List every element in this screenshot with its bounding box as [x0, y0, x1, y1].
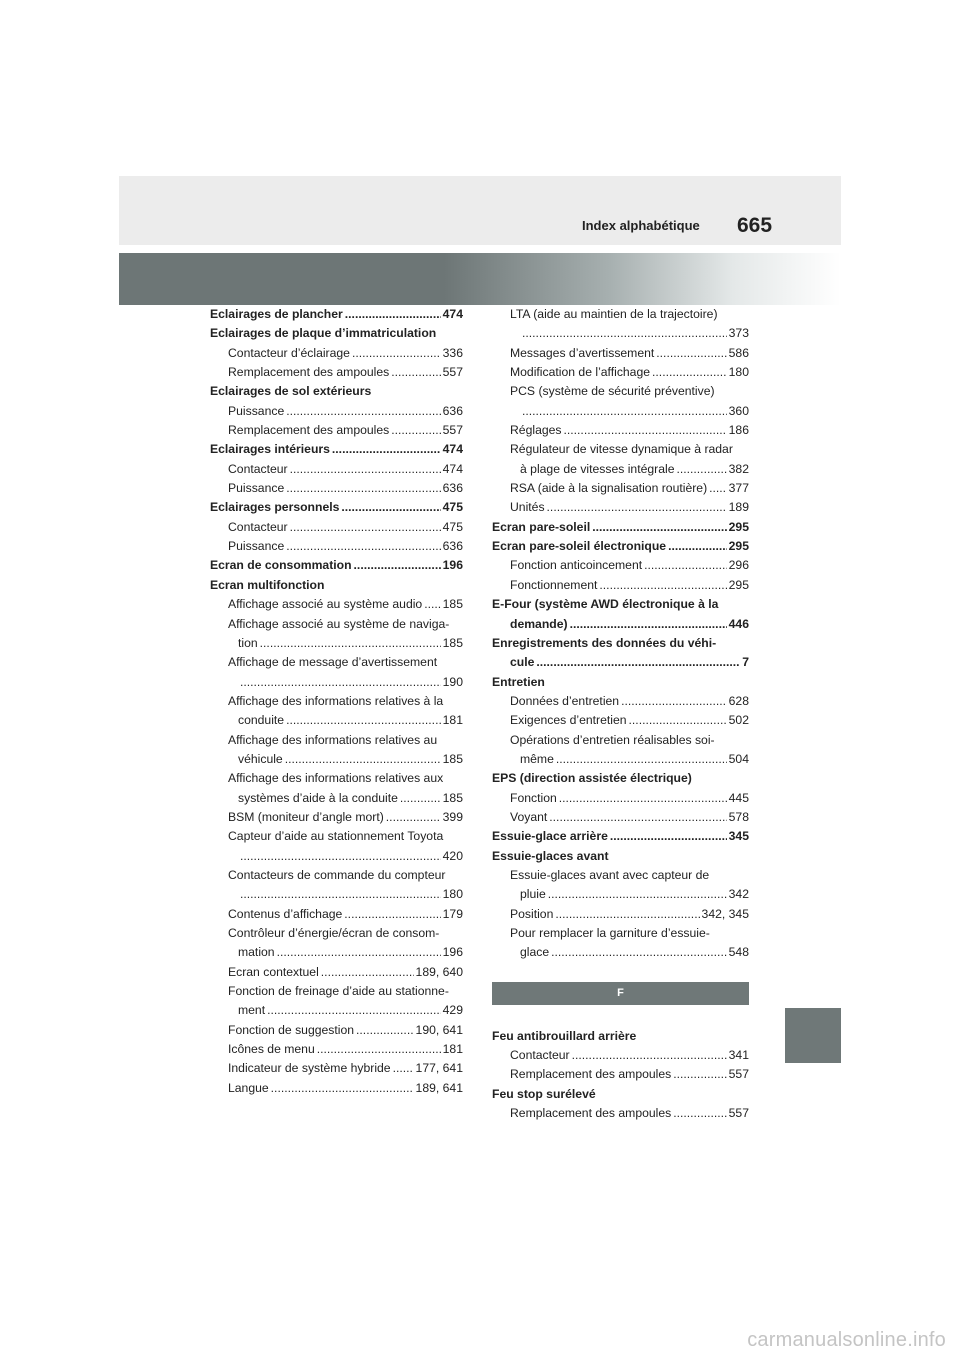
dot-leader: [673, 1065, 726, 1084]
dot-leader: [559, 789, 727, 808]
dot-leader: [629, 711, 727, 730]
dot-leader: [570, 615, 727, 634]
index-entry: [210, 1001, 463, 1020]
dot-leader: [271, 1079, 414, 1098]
index-entry: [492, 885, 749, 904]
index-heading-line: Ecran multifonction: [210, 577, 325, 592]
index-heading-line: Affichage associé au système de naviga-: [228, 616, 450, 631]
index-entry-label: Langue: [228, 1080, 269, 1095]
index-heading-line: Opérations d’entretien réalisables soi-: [510, 732, 715, 747]
index-entry-label: Données d’entretien: [510, 693, 620, 708]
index-entry-label: Affichage associé au système audio: [228, 597, 423, 612]
index-entry-page: 181: [442, 713, 463, 728]
index-entry: [492, 615, 749, 634]
dot-leader: [673, 1104, 726, 1123]
dot-leader: [286, 537, 440, 556]
letter-divider: [492, 982, 749, 1005]
index-entry: [492, 1104, 749, 1123]
index-heading-line: Eclairages de sol extérieurs: [210, 384, 372, 399]
index-entry-label: ment: [238, 1003, 266, 1018]
index-entry-label: Unités: [510, 500, 545, 515]
index-heading-line: LTA (aide au maintien de la trajectoire): [510, 307, 718, 321]
index-entry-page: 382: [728, 461, 749, 476]
index-entry-label: cule: [510, 655, 535, 670]
index-entry: [492, 750, 749, 769]
index-heading-line: Pour remplacer la garniture d’essuie-: [510, 926, 710, 940]
index-entry-label: Ecran contextuel: [228, 964, 319, 979]
index-entry: [492, 905, 749, 924]
index-entry-page: 295: [728, 519, 749, 534]
index-entry-label: Fonctionnement: [510, 577, 598, 592]
dot-leader: [592, 518, 726, 537]
index-entry-label: Puissance: [228, 481, 285, 496]
index-entry: [210, 1059, 463, 1078]
index-entry-page: 399: [442, 809, 463, 824]
index-entry-label: mation: [238, 945, 275, 960]
index-entry-page: 189, 641: [415, 1080, 463, 1095]
index-entry-page: 586: [728, 345, 749, 360]
index-entry: [210, 305, 463, 324]
index-entry-label: Remplacement des ampoules: [510, 1067, 672, 1082]
index-heading-line: Régulateur de vitesse dynamique à radar: [510, 442, 733, 457]
index-entry-page: 186: [728, 423, 749, 438]
index-entry-page: 196: [442, 945, 463, 960]
index-entry-page: 578: [728, 809, 749, 824]
dot-leader: [321, 963, 414, 982]
index-entry-label: Contacteur d’éclairage: [228, 345, 350, 360]
letter-divider-label: F: [617, 986, 624, 999]
index-entry-page: 445: [728, 790, 749, 805]
index-entry: [210, 556, 463, 575]
dot-leader: [652, 363, 727, 382]
index-entry-label: même: [520, 751, 554, 766]
index-heading-line: Feu antibrouillard arrière: [492, 1028, 637, 1043]
index-entry: [210, 905, 463, 924]
dot-leader: [317, 1040, 441, 1059]
dot-leader: [621, 692, 727, 711]
dot-leader: [656, 344, 726, 363]
dot-leader: [341, 498, 440, 517]
dot-leader: [709, 479, 727, 498]
index-entry: [492, 518, 749, 537]
index-entry-page: 295: [728, 539, 749, 554]
dot-leader: [644, 556, 727, 575]
dot-leader: [277, 943, 441, 962]
index-entry: [492, 344, 749, 363]
index-entry: [210, 498, 463, 517]
index-heading-line: E-Four (système AWD électronique à la: [492, 597, 719, 612]
index-entry: [210, 537, 463, 556]
index-entry-label: Messages d’avertissement: [510, 345, 655, 360]
index-entry: [210, 1021, 463, 1040]
index-entry-label: Ecran de consommation: [210, 558, 352, 573]
dot-leader: [260, 634, 441, 653]
index-entry: [210, 460, 463, 479]
index-entry: [210, 963, 463, 982]
index-entry-label: Réglages: [510, 423, 562, 438]
index-entry: [492, 537, 749, 556]
dot-leader: [610, 827, 727, 846]
dot-leader: [356, 1021, 414, 1040]
index-heading-line: Essuie-glaces avant: [492, 848, 609, 863]
index-column-right: [492, 305, 749, 1123]
index-entry-label: conduite: [238, 713, 285, 728]
index-entry: [492, 808, 749, 827]
index-entry: [210, 402, 463, 421]
index-column-left: [210, 305, 463, 1098]
index-entry-page: 341: [728, 1048, 749, 1063]
index-entry-label: Icônes de menu: [228, 1042, 315, 1057]
index-entry-label: Indicateur de système hybride: [228, 1061, 391, 1076]
index-entry-label: Remplacement des ampoules: [228, 365, 390, 380]
index-heading-line: Affichage des informations relatives au: [228, 732, 438, 747]
index-entry-page: 557: [442, 423, 463, 438]
dot-leader: [676, 460, 726, 479]
index-entry: [492, 789, 749, 808]
index-entry: [210, 711, 463, 730]
index-entry-label: systèmes d’aide à la conduite: [238, 790, 398, 805]
index-entry-page: 181: [442, 1042, 463, 1057]
dot-leader: [555, 905, 699, 924]
index-entry-page: 189: [728, 500, 749, 515]
dot-leader: [240, 885, 441, 904]
index-entry: [492, 556, 749, 575]
dot-leader: [556, 750, 727, 769]
index-entry: [210, 789, 463, 808]
dot-leader: [522, 324, 727, 343]
dot-leader: [332, 440, 441, 459]
index-heading-line: Entretien: [492, 674, 545, 689]
dot-leader: [549, 808, 726, 827]
index-entry-label: Contacteur: [510, 1048, 570, 1063]
index-entry: [210, 1079, 463, 1098]
index-entry: [492, 827, 749, 846]
index-entry-page: 177, 641: [415, 1061, 463, 1076]
index-entry-page: 636: [442, 403, 463, 418]
dot-leader: [548, 885, 727, 904]
index-entry-page: 474: [442, 461, 463, 476]
index-entry-page: 548: [728, 945, 749, 960]
index-heading-line: Capteur d’aide au stationnement Toyota: [228, 829, 444, 844]
header-band: [119, 176, 841, 245]
index-entry-label: à plage de vitesses intégrale: [520, 461, 675, 476]
index-entry-page: 342, 345: [701, 906, 749, 921]
dot-leader: [393, 1059, 414, 1078]
index-entry-page: 420: [442, 848, 463, 863]
index-entry: [492, 653, 749, 672]
index-entry: [492, 692, 749, 711]
index-heading-line: Essuie-glaces avant avec capteur de: [510, 867, 710, 882]
index-entry-page: 557: [728, 1067, 749, 1082]
chapter-side-tab: [785, 1008, 841, 1063]
dot-leader: [352, 344, 441, 363]
index-entry: [210, 808, 463, 827]
index-entry-page: 190, 641: [415, 1022, 463, 1037]
index-entry-label: Essuie-glace arrière: [492, 829, 608, 844]
dot-leader: [564, 421, 727, 440]
index-entry-page: 179: [442, 906, 463, 921]
index-entry-label: Eclairages de plancher: [210, 307, 343, 321]
index-entry-label: Exigences d’entretien: [510, 713, 627, 728]
index-entry: [492, 479, 749, 498]
dot-leader: [286, 479, 440, 498]
index-entry-label: Fonction: [510, 790, 557, 805]
index-entry-page: 295: [728, 577, 749, 592]
index-entry: [210, 634, 463, 653]
index-entry-label: Ecran pare-soleil électronique: [492, 539, 667, 554]
index-heading-line: Fonction de freinage d’aide au stationne-: [228, 984, 449, 999]
index-entry: [210, 885, 463, 904]
dot-leader: [290, 518, 441, 537]
index-entry: [492, 402, 749, 421]
index-entry: [492, 576, 749, 595]
index-entry: [492, 1046, 749, 1065]
index-entry-label: Fonction de suggestion: [228, 1022, 355, 1037]
index-entry-label: Contacteur: [228, 461, 288, 476]
index-entry: [492, 711, 749, 730]
index-entry-page: 636: [442, 539, 463, 554]
index-entry-page: 336: [442, 345, 463, 360]
index-entry-page: 296: [728, 558, 749, 573]
index-entry: [210, 1040, 463, 1059]
index-entry-page: 373: [728, 326, 749, 341]
dot-leader: [391, 363, 440, 382]
dot-leader: [522, 402, 727, 421]
dot-leader: [240, 673, 441, 692]
index-entry-page: 502: [728, 713, 749, 728]
dot-leader: [344, 905, 440, 924]
index-entry-page: 377: [728, 481, 749, 496]
index-entry-label: Voyant: [510, 809, 548, 824]
index-entry-page: 7: [742, 655, 749, 670]
dot-leader: [400, 789, 441, 808]
index-entry-label: demande): [510, 616, 568, 631]
index-entry-page: 180: [728, 365, 749, 380]
index-entry-label: Modification de l’affichage: [510, 365, 651, 380]
index-entry: [492, 943, 749, 962]
page-number: 665: [737, 214, 773, 237]
decorative-gradient-band: [119, 253, 841, 305]
index-heading-line: EPS (direction assistée électrique): [492, 771, 692, 786]
index-heading-line: Affichage des informations relatives aux: [228, 771, 444, 786]
index-entry-label: Puissance: [228, 403, 285, 418]
dot-leader: [391, 421, 440, 440]
index-entry-label: Remplacement des ampoules: [510, 1106, 672, 1121]
dot-leader: [267, 1001, 441, 1020]
index-entry: [210, 595, 463, 614]
index-entry-page: 504: [728, 751, 749, 766]
index-entry-label: Eclairages intérieurs: [210, 442, 330, 457]
index-entry-page: 636: [442, 481, 463, 496]
index-entry-page: 185: [442, 635, 463, 650]
dot-leader: [572, 1046, 727, 1065]
dot-leader: [599, 576, 726, 595]
index-entry-page: 185: [442, 751, 463, 766]
index-entry: [210, 344, 463, 363]
index-entry-page: 429: [442, 1003, 463, 1018]
dot-leader: [345, 305, 441, 324]
index-entry-page: 474: [442, 307, 463, 321]
index-entry-label: Contacteur: [228, 519, 288, 534]
index-entry-label: Contenus d’affichage: [228, 906, 343, 921]
index-entry-page: 345: [728, 829, 749, 844]
index-entry-page: 185: [442, 790, 463, 805]
index-entry-page: 557: [442, 365, 463, 380]
dot-leader: [386, 808, 441, 827]
index-heading-line: PCS (système de sécurité préventive): [510, 384, 715, 399]
index-entry-label: tion: [238, 635, 258, 650]
index-entry-page: 185: [442, 597, 463, 612]
index-heading-line: Feu stop surélevé: [492, 1086, 596, 1101]
watermark: carmanualsonline.info: [747, 1329, 946, 1351]
index-entry-page: 557: [728, 1106, 749, 1121]
index-entry: [210, 750, 463, 769]
index-entry-page: 196: [442, 558, 463, 573]
index-entry-page: 475: [442, 500, 463, 515]
index-entry-label: RSA (aide à la signalisation routière): [510, 481, 708, 496]
index-heading-line: Affichage des informations relatives à la: [228, 693, 444, 708]
index-entry-page: 628: [728, 693, 749, 708]
index-entry: [210, 847, 463, 866]
index-entry-label: glace: [520, 945, 550, 960]
index-entry-label: Position: [510, 906, 554, 921]
index-entry: [210, 943, 463, 962]
dot-leader: [286, 711, 441, 730]
index-entry-label: véhicule: [238, 751, 283, 766]
dot-leader: [536, 653, 740, 672]
index-entry: [210, 518, 463, 537]
index-entry: [492, 363, 749, 382]
dot-leader: [547, 498, 727, 517]
index-entry-label: BSM (moniteur d’angle mort): [228, 809, 384, 824]
section-title: Index alphabétique: [582, 218, 700, 233]
index-entry-label: Ecran pare-soleil: [492, 519, 591, 534]
dot-leader: [240, 847, 441, 866]
index-entry: [492, 1065, 749, 1084]
index-entry: [492, 421, 749, 440]
index-entry: [210, 363, 463, 382]
dot-leader: [354, 556, 441, 575]
dot-leader: [668, 537, 727, 556]
index-entry-page: 189, 640: [415, 964, 463, 979]
index-entry: [492, 460, 749, 479]
dot-leader: [424, 595, 440, 614]
index-heading-line: Contrôleur d’énergie/écran de consom-: [228, 926, 440, 940]
index-entry-page: 475: [442, 519, 463, 534]
index-entry-page: 342: [728, 887, 749, 902]
index-heading-line: Enregistrements des données du véhi-: [492, 635, 717, 650]
index-entry-label: Fonction anticoincement: [510, 558, 643, 573]
index-heading-line: Eclairages de plaque d’immatriculation: [210, 326, 437, 341]
index-entry: [210, 479, 463, 498]
index-entry-page: 360: [728, 403, 749, 418]
index-entry-label: Puissance: [228, 539, 285, 554]
index-entry-label: Remplacement des ampoules: [228, 423, 390, 438]
index-entry: [210, 440, 463, 459]
index-entry-page: 180: [442, 887, 463, 902]
index-entry-page: 446: [728, 616, 749, 631]
index-entry-page: 474: [442, 442, 463, 457]
dot-leader: [290, 460, 441, 479]
index-entry: [492, 324, 749, 343]
dot-leader: [551, 943, 727, 962]
index-entry-page: 190: [442, 674, 463, 689]
index-entry: [210, 421, 463, 440]
dot-leader: [286, 402, 440, 421]
index-heading-line: Contacteurs de commande du compteur: [228, 867, 446, 882]
index-entry-label: Eclairages personnels: [210, 500, 340, 515]
index-entry: [492, 498, 749, 517]
index-entry: [210, 673, 463, 692]
index-entry-label: pluie: [520, 887, 546, 902]
index-heading-line: Affichage de message d’avertissement: [228, 655, 438, 670]
dot-leader: [285, 750, 441, 769]
